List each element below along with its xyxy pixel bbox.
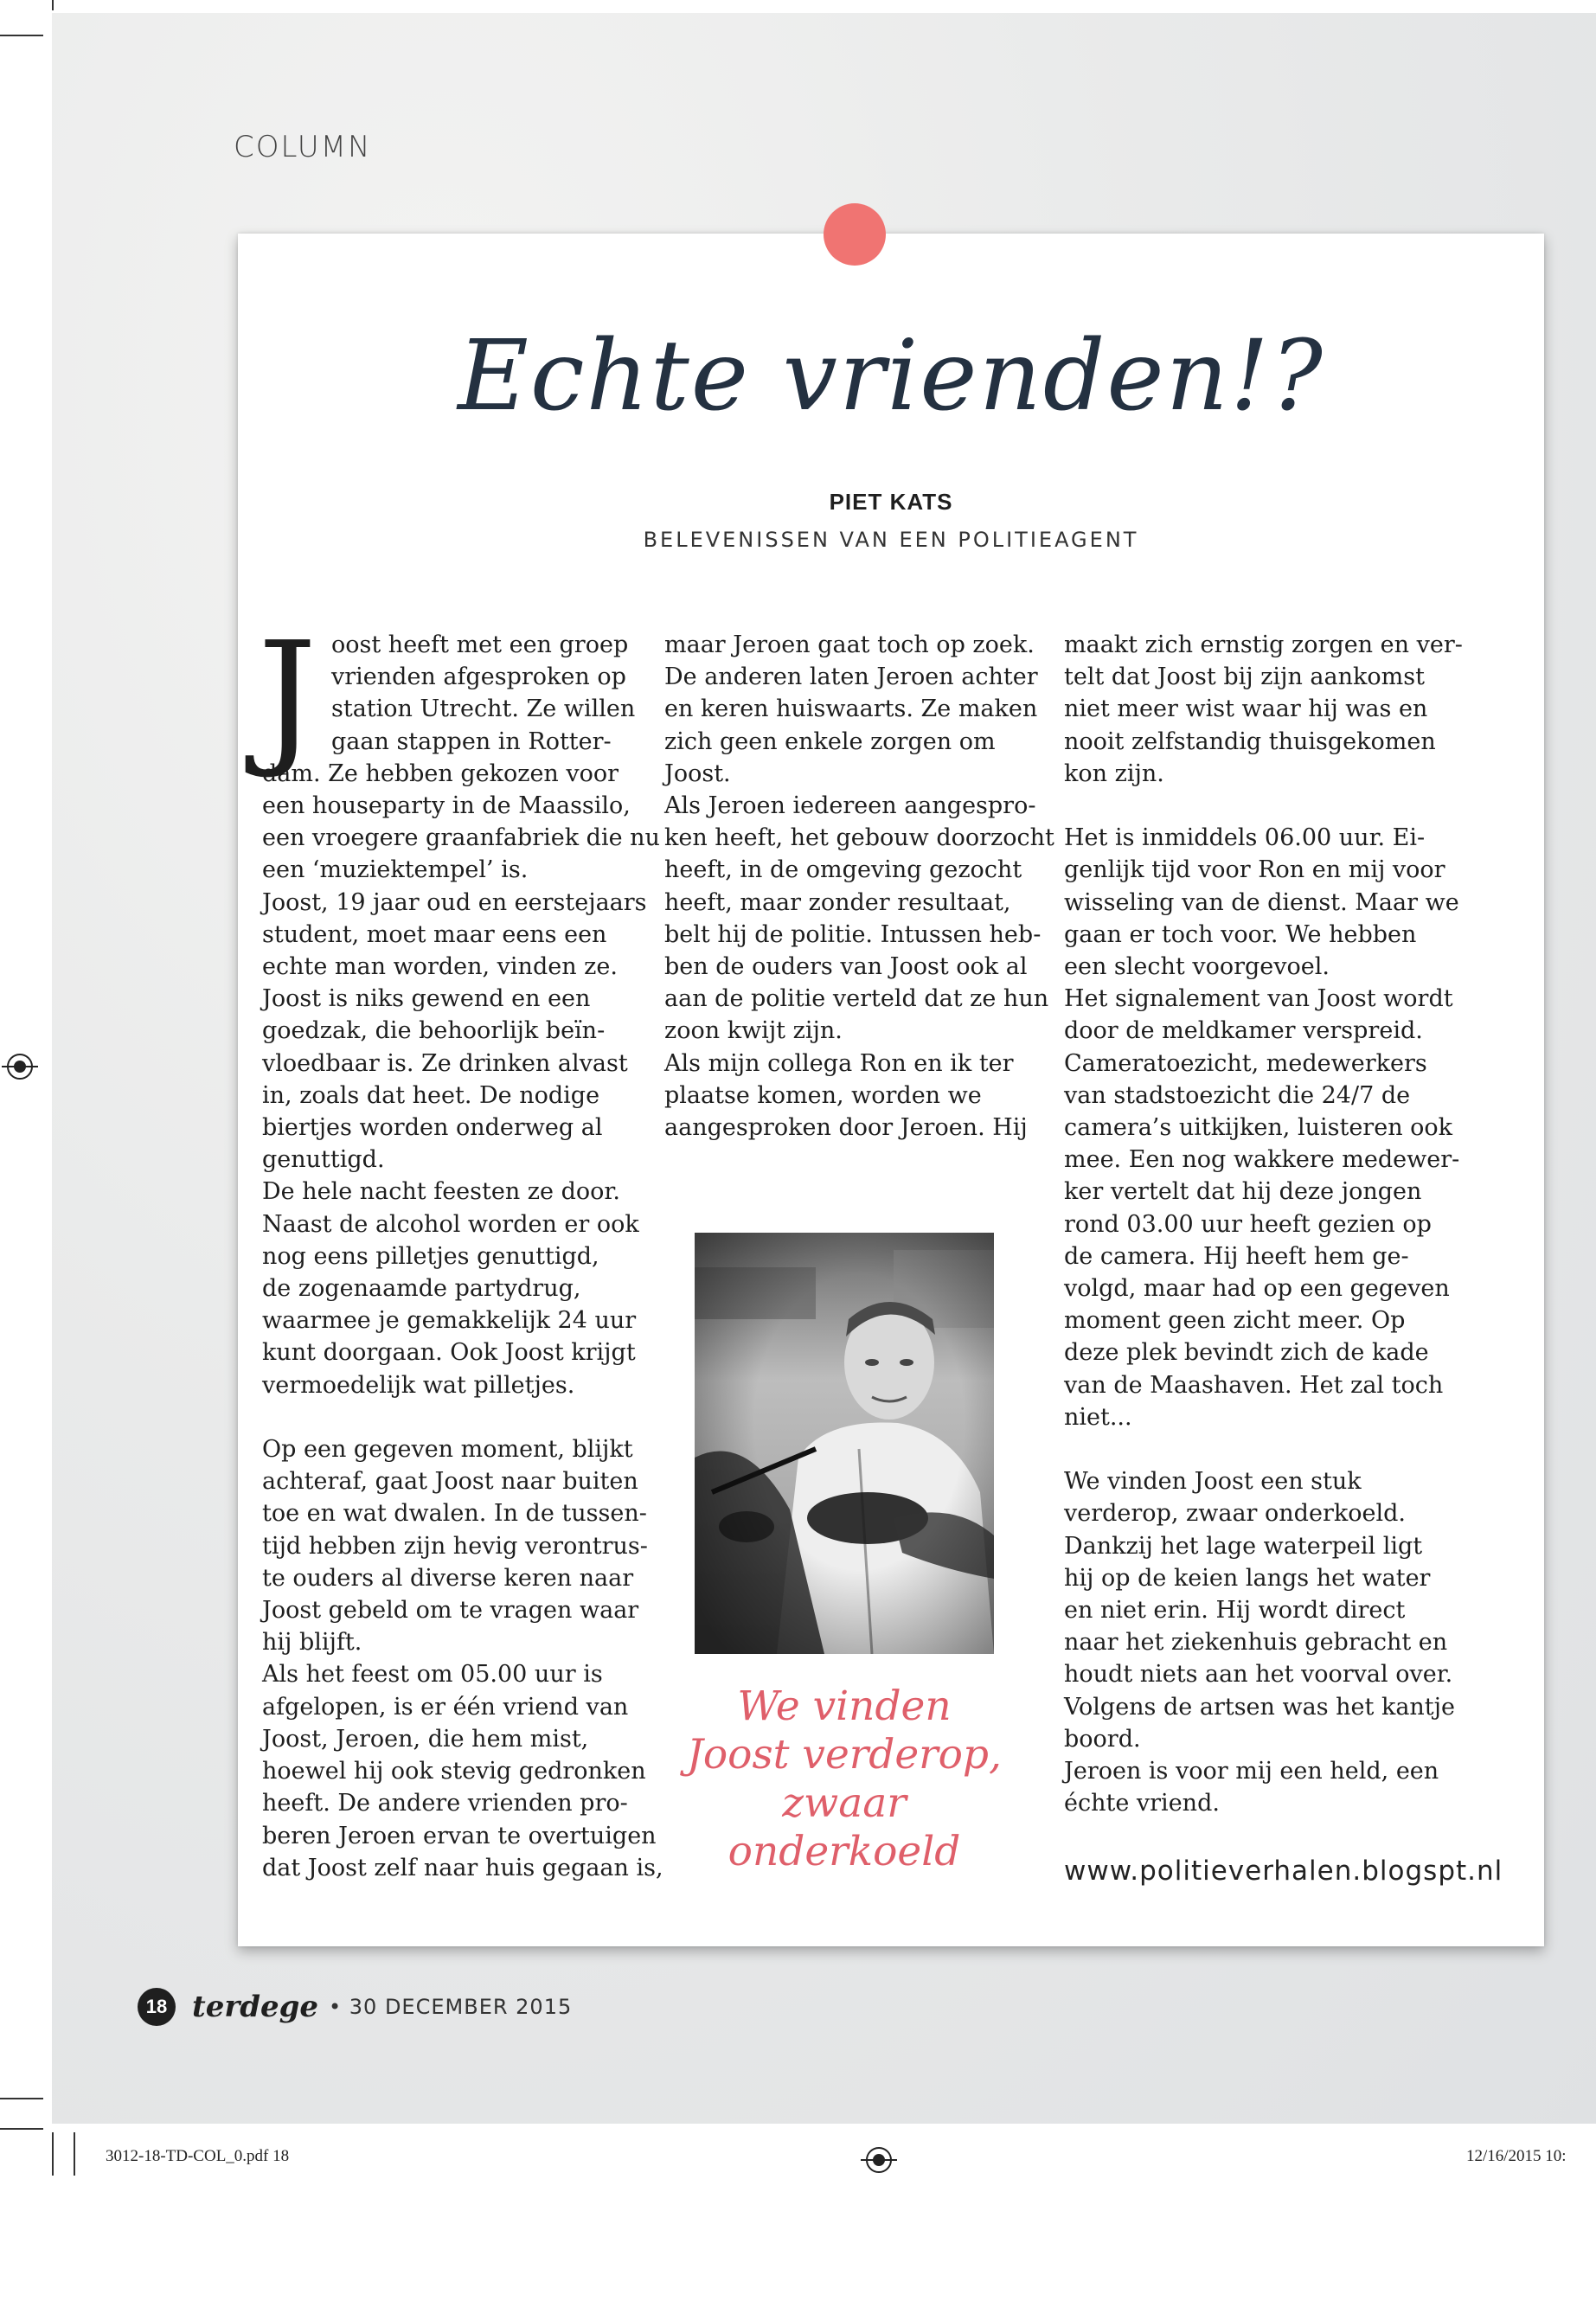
crop-mark — [74, 2132, 75, 2176]
text-line: nog eens pilletjes genuttigd, — [262, 1242, 599, 1270]
text-line: vrienden afgesproken op — [331, 663, 626, 691]
text-line: niet... — [1064, 1403, 1132, 1431]
text-line: Joost gebeld om te vragen waar — [262, 1597, 639, 1625]
text-line: oost heeft met een groep — [331, 631, 629, 658]
text-line: hij blijft. — [262, 1629, 362, 1657]
text-line: ben de ouders van Joost ook al — [664, 953, 1028, 981]
text-line: een ‘muziektempel’ is. — [262, 856, 529, 884]
text-line: De anderen laten Jeroen achter — [664, 663, 1038, 691]
text-line: Joost, Jeroen, die hem mist, — [262, 1725, 589, 1753]
text-line: een slecht voorgevoel. — [1064, 953, 1330, 981]
text-line: beren Jeroen ervan te overtuigen — [262, 1822, 657, 1849]
text-line: Het signalement van Joost wordt — [1064, 985, 1453, 1013]
text-line: en niet erin. Hij wordt direct — [1064, 1597, 1406, 1625]
drop-cap: J — [258, 611, 317, 782]
text-line: Als Jeroen iedereen aangespro- — [664, 792, 1036, 820]
text-line: dat Joost zelf naar huis gegaan is, — [262, 1854, 663, 1881]
body-column-3 — [1064, 629, 1463, 1819]
issue-date: • 30 DECEMBER 2015 — [329, 1995, 573, 2019]
magazine-logo: terdege — [192, 1990, 319, 2024]
text-line: vermoedelijk wat pilletjes. — [262, 1371, 575, 1399]
text-line: door de meldkamer verspreid. — [1064, 1017, 1423, 1045]
text-line: volgd, maar had op een gegeven — [1064, 1275, 1450, 1303]
text-line: ken heeft, het gebouw doorzocht — [664, 824, 1054, 852]
text-line: boord. — [1064, 1725, 1141, 1753]
text-line: een houseparty in de Maassilo, — [262, 792, 631, 820]
text-line: station Utrecht. Ze willen — [331, 695, 636, 723]
text-line: We vinden Joost een stuk — [1064, 1468, 1362, 1496]
text-line: wisseling van de dienst. Maar we — [1064, 888, 1459, 916]
text-line: biertjes worden onderweg al — [262, 1114, 603, 1142]
text-line: heeft. De andere vrienden pro- — [262, 1790, 628, 1817]
text-line: naar het ziekenhuis gebracht en — [1064, 1629, 1448, 1657]
text-line: afgelopen, is er één vriend van — [262, 1693, 629, 1721]
article-title: Echte vrienden!? — [458, 320, 1324, 433]
text-line: Joost is niks gewend en een — [262, 985, 591, 1013]
text-line: échte vriend. — [1064, 1790, 1220, 1817]
text-line: toe en wat dwalen. In de tussen- — [262, 1500, 647, 1528]
text-line: Als mijn collega Ron en ik ter — [664, 1049, 1014, 1077]
text-line: aangesproken door Jeroen. Hij — [664, 1114, 1028, 1142]
registration-mark-icon — [7, 1054, 33, 1080]
text-line: hij op de keien langs het water — [1064, 1564, 1431, 1592]
text-line: en keren huiswaarts. Ze maken — [664, 695, 1038, 723]
text-line: verderop, zwaar onderkoeld. — [1064, 1500, 1406, 1528]
print-slug-date: 12/16/2015 10: — [1466, 2147, 1567, 2165]
pull-quote-line: Joost verderop, — [687, 1731, 1002, 1779]
body-column-2 — [664, 629, 1054, 1144]
text-line: gaan er toch voor. We hebben — [1064, 920, 1417, 948]
text-line: kon zijn. — [1064, 760, 1164, 787]
text-line: van de Maashaven. Het zal toch — [1064, 1371, 1444, 1399]
text-line: heeft, maar zonder resultaat, — [664, 888, 1011, 916]
text-line: de zogenaamde partydrug, — [262, 1275, 581, 1303]
text-line: Joost, 19 jaar oud en eerstejaars — [262, 888, 647, 916]
page-number-badge: 18 — [138, 1988, 176, 2026]
text-line: kunt doorgaan. Ook Joost krijgt — [262, 1339, 636, 1367]
crop-mark — [0, 2128, 43, 2130]
article-subtitle: BELEVENISSEN VAN EEN POLITIEAGENT — [643, 528, 1139, 552]
crop-mark — [0, 35, 43, 36]
body-column-1 — [262, 629, 663, 1884]
text-line: telt dat Joost bij zijn aankomst — [1064, 663, 1425, 691]
text-line: in, zoals dat heet. De nodige — [262, 1081, 600, 1109]
text-line: nooit zelfstandig thuisgekomen — [1064, 727, 1436, 755]
text-line: zoon kwijt zijn. — [664, 1017, 843, 1045]
text-line: vloedbaar is. Ze drinken alvast — [262, 1049, 628, 1077]
pull-quote-line: zwaar — [782, 1779, 907, 1827]
text-line: zich geen enkele zorgen om — [664, 727, 996, 755]
text-line: achteraf, gaat Joost naar buiten — [262, 1468, 638, 1496]
text-line: moment geen zicht meer. Op — [1064, 1307, 1406, 1335]
text-line: genlijk tijd voor Ron en mij voor — [1064, 856, 1445, 884]
text-line: student, moet maar eens een — [262, 920, 607, 948]
text-line: Het is inmiddels 06.00 uur. Ei- — [1064, 824, 1426, 852]
text-line: deze plek bevindt zich de kade — [1064, 1339, 1429, 1367]
text-line: waarmee je gemakkelijk 24 uur — [262, 1307, 637, 1335]
pin-icon — [824, 203, 886, 266]
text-line: genuttigd. — [262, 1146, 385, 1174]
author-name: PIET KATS — [829, 489, 953, 515]
text-line: houdt niets aan het voorval over. — [1064, 1661, 1453, 1689]
text-line: Als het feest om 05.00 uur is — [262, 1661, 603, 1689]
text-line — [1064, 790, 1463, 822]
text-line: aan de politie verteld dat ze hun — [664, 985, 1049, 1013]
text-line: mee. Een nog wakkere medewer- — [1064, 1146, 1460, 1174]
text-line: De hele nacht feesten ze door. — [262, 1178, 620, 1206]
text-line: goedzak, die behoorlijk beïn- — [262, 1017, 606, 1045]
pull-quote — [657, 1682, 1031, 1876]
text-line: de camera. Hij heeft hem ge- — [1064, 1242, 1409, 1270]
text-line: ker vertelt dat hij deze jongen — [1064, 1178, 1422, 1206]
text-line: maakt zich ernstig zorgen en ver- — [1064, 631, 1463, 658]
text-line: belt hij de politie. Intussen heb- — [664, 920, 1042, 948]
text-line: Dankzij het lage waterpeil ligt — [1064, 1532, 1423, 1560]
text-line: echte man worden, vinden ze. — [262, 953, 618, 981]
pull-quote-line: onderkoeld — [727, 1828, 961, 1875]
text-line: van stadstoezicht die 24/7 de — [1064, 1081, 1411, 1109]
website-link[interactable]: www.politieverhalen.blogspt.nl — [1064, 1856, 1503, 1887]
text-line: heeft, in de omgeving gezocht — [664, 856, 1022, 884]
text-line: Op een gegeven moment, blijkt — [262, 1436, 633, 1464]
pull-quote-line: We vinden — [737, 1682, 952, 1730]
text-line: dam. Ze hebben gekozen voor — [262, 760, 619, 787]
section-label: COLUMN — [234, 130, 372, 164]
text-line: een vroegere graanfabriek die nu — [262, 824, 660, 852]
registration-mark-icon — [866, 2147, 892, 2173]
text-line: te ouders al diverse keren naar — [262, 1564, 634, 1592]
crop-mark — [52, 2132, 54, 2176]
text-line: plaatse komen, worden we — [664, 1081, 982, 1109]
text-line: camera’s uitkijken, luisteren ook — [1064, 1114, 1453, 1142]
text-line: gaan stappen in Rotter- — [331, 727, 612, 755]
text-line: Naast de alcohol worden er ook — [262, 1210, 639, 1238]
text-line — [262, 1401, 663, 1433]
text-line: maar Jeroen gaat toch op zoek. — [664, 631, 1035, 658]
print-slug-filename: 3012-18-TD-COL_0.pdf 18 — [106, 2147, 290, 2165]
crop-mark — [0, 2098, 43, 2099]
text-line: rond 03.00 uur heeft gezien op — [1064, 1210, 1432, 1238]
text-line: niet meer wist waar hij was en — [1064, 695, 1428, 723]
author-photo — [695, 1233, 994, 1654]
text-line: Volgens de artsen was het kantje — [1064, 1693, 1455, 1721]
text-line: Jeroen is voor mij een held, een — [1064, 1758, 1439, 1785]
text-line: Cameratoezicht, medewerkers — [1064, 1049, 1427, 1077]
text-line: Joost. — [664, 760, 731, 787]
text-line: hoewel hij ook stevig gedronken — [262, 1758, 646, 1785]
text-line: tijd hebben zijn hevig verontrus- — [262, 1532, 648, 1560]
text-line — [1064, 1433, 1463, 1465]
crop-mark — [52, 0, 54, 10]
